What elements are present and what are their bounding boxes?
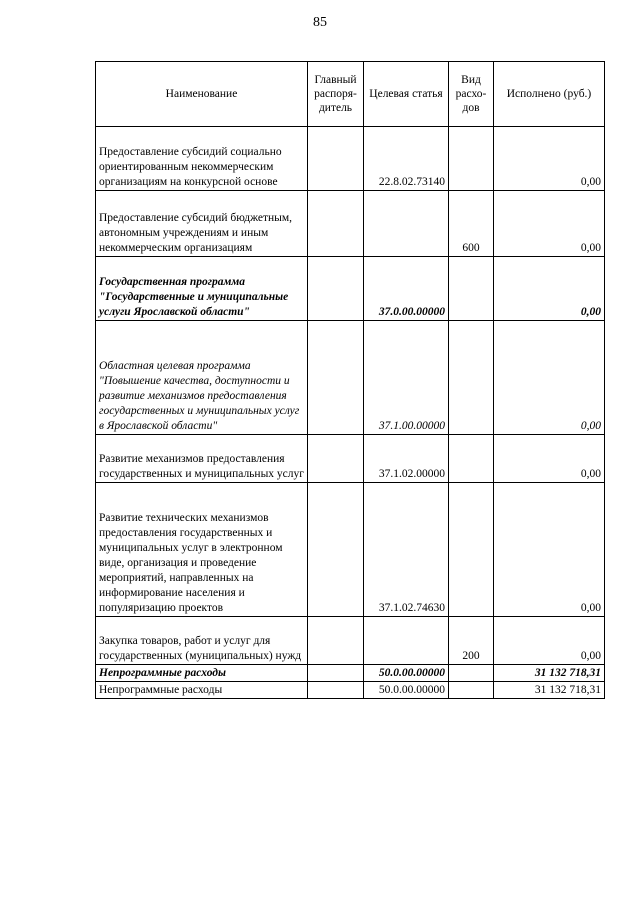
row-distributor bbox=[308, 321, 364, 435]
row-amount: 31 132 718,31 bbox=[494, 682, 605, 699]
page-number: 85 bbox=[313, 15, 327, 30]
row-type: 600 bbox=[449, 191, 494, 257]
row-type: 200 bbox=[449, 617, 494, 665]
row-distributor bbox=[308, 191, 364, 257]
header-expense-type: Вид расхо-дов bbox=[449, 62, 494, 127]
row-distributor bbox=[308, 435, 364, 483]
header-executed: Исполнено (руб.) bbox=[494, 62, 605, 127]
table-header-row bbox=[96, 62, 605, 127]
row-article: 37.1.02.00000 bbox=[364, 435, 449, 483]
row-article: 50.0.00.00000 bbox=[364, 682, 449, 699]
table-row bbox=[96, 435, 605, 483]
row-article: 37.1.02.74630 bbox=[364, 483, 449, 617]
row-amount: 0,00 bbox=[494, 483, 605, 617]
row-type bbox=[449, 127, 494, 191]
table-row bbox=[96, 617, 605, 665]
row-article: 50.0.00.00000 bbox=[364, 665, 449, 682]
row-amount: 0,00 bbox=[494, 435, 605, 483]
row-name: Областная целевая программа "Повышение качества, доступности и развитие механизмов предоставления государственных и муниципальных услуг в Ярославской области" bbox=[96, 321, 308, 435]
row-amount: 0,00 bbox=[494, 127, 605, 191]
header-distributor: Главный распоря-дитель bbox=[308, 62, 364, 127]
table-row bbox=[96, 483, 605, 617]
row-distributor bbox=[308, 665, 364, 682]
row-type bbox=[449, 483, 494, 617]
row-distributor bbox=[308, 257, 364, 321]
row-name: Развитие механизмов предоставления государственных и муниципальных услуг bbox=[96, 435, 308, 483]
row-distributor bbox=[308, 127, 364, 191]
row-distributor bbox=[308, 483, 364, 617]
row-type bbox=[449, 435, 494, 483]
row-name: Государственная программа "Государственные и муниципальные услуги Ярославской области" bbox=[96, 257, 308, 321]
row-type bbox=[449, 665, 494, 682]
row-amount: 0,00 bbox=[494, 191, 605, 257]
row-amount: 0,00 bbox=[494, 321, 605, 435]
row-article: 37.0.00.00000 bbox=[364, 257, 449, 321]
table-row bbox=[96, 127, 605, 191]
row-type bbox=[449, 257, 494, 321]
table-row bbox=[96, 191, 605, 257]
row-name: Предоставление субсидий социально ориентированным некоммерческим организациям на конкурсной основе bbox=[96, 127, 308, 191]
row-distributor bbox=[308, 682, 364, 699]
row-name: Закупка товаров, работ и услуг для государственных (муниципальных) нужд bbox=[96, 617, 308, 665]
table-row bbox=[96, 257, 605, 321]
row-amount: 0,00 bbox=[494, 257, 605, 321]
row-distributor bbox=[308, 617, 364, 665]
budget-table bbox=[95, 61, 605, 699]
table-row bbox=[96, 321, 605, 435]
row-article bbox=[364, 617, 449, 665]
row-article: 22.8.02.73140 bbox=[364, 127, 449, 191]
table-row bbox=[96, 665, 605, 682]
row-name: Непрограммные расходы bbox=[96, 682, 308, 699]
row-amount: 0,00 bbox=[494, 617, 605, 665]
header-target-article: Целевая статья bbox=[364, 62, 449, 127]
row-type bbox=[449, 682, 494, 699]
header-name: Наименование bbox=[96, 62, 308, 127]
row-name: Предоставление субсидий бюджетным, автономным учреждениям и иным некоммерческим организациям bbox=[96, 191, 308, 257]
row-name: Непрограммные расходы bbox=[96, 665, 308, 682]
row-article bbox=[364, 191, 449, 257]
row-article: 37.1.00.00000 bbox=[364, 321, 449, 435]
row-type bbox=[449, 321, 494, 435]
table-row bbox=[96, 682, 605, 699]
row-amount: 31 132 718,31 bbox=[494, 665, 605, 682]
row-name: Развитие технических механизмов предоставления государственных и муниципальных услуг в электронном виде, организация и проведение мероприятий, направленных на информирование населения и популяризацию проектов bbox=[96, 483, 308, 617]
